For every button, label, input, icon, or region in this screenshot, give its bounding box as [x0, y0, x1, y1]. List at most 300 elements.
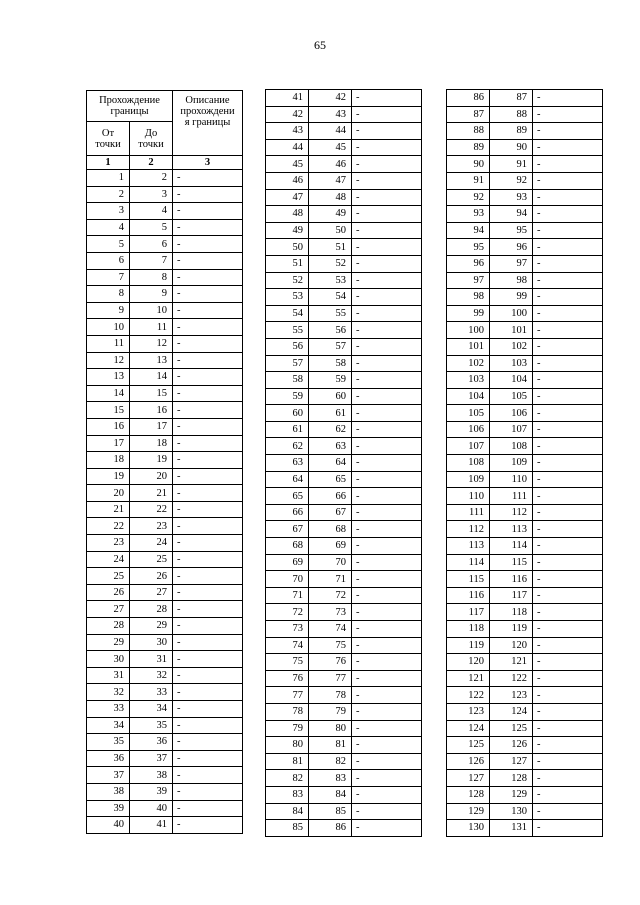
- table-row: [87, 817, 243, 834]
- to-point-cell: 31: [130, 651, 173, 668]
- from-point-cell: 64: [266, 471, 309, 488]
- description-cell: -: [533, 455, 603, 472]
- description-cell: -: [173, 601, 243, 618]
- to-point-header: До точки: [130, 122, 173, 156]
- table-row: [87, 335, 243, 352]
- to-point-cell: 19: [130, 452, 173, 469]
- to-point-cell: 83: [309, 770, 352, 787]
- from-point-cell: 88: [447, 123, 490, 140]
- to-point-cell: 114: [490, 538, 533, 555]
- table-row: [447, 139, 603, 156]
- to-point-cell: 68: [309, 521, 352, 538]
- table-row: [447, 355, 603, 372]
- description-cell: -: [352, 156, 422, 173]
- description-cell: -: [173, 518, 243, 535]
- table-row: [87, 385, 243, 402]
- table-row: [266, 488, 422, 505]
- description-cell: -: [533, 538, 603, 555]
- description-cell: -: [173, 701, 243, 718]
- description-cell: -: [352, 687, 422, 704]
- from-point-cell: 50: [266, 239, 309, 256]
- description-cell: -: [533, 338, 603, 355]
- description-cell: -: [533, 239, 603, 256]
- table-row: [87, 186, 243, 203]
- column-index-3: 3: [173, 156, 243, 170]
- description-cell: -: [173, 535, 243, 552]
- boundary-table-part-3: [446, 89, 603, 837]
- table-row: [447, 255, 603, 272]
- to-point-cell: 33: [130, 684, 173, 701]
- description-cell: -: [533, 139, 603, 156]
- to-point-cell: 40: [130, 800, 173, 817]
- from-point-cell: 92: [447, 189, 490, 206]
- to-point-cell: 15: [130, 385, 173, 402]
- to-point-cell: 53: [309, 272, 352, 289]
- from-point-cell: 85: [266, 820, 309, 837]
- description-cell: -: [533, 471, 603, 488]
- to-point-cell: 24: [130, 535, 173, 552]
- table-row: [87, 717, 243, 734]
- to-point-cell: 5: [130, 219, 173, 236]
- from-point-cell: 61: [266, 421, 309, 438]
- table-row: [87, 535, 243, 552]
- from-point-cell: 53: [266, 289, 309, 306]
- table-row: [447, 820, 603, 837]
- to-point-cell: 13: [130, 352, 173, 369]
- description-cell: -: [352, 106, 422, 123]
- from-point-cell: 2: [87, 186, 130, 203]
- to-point-cell: 28: [130, 601, 173, 618]
- description-cell: -: [533, 670, 603, 687]
- from-point-cell: 52: [266, 272, 309, 289]
- description-cell: -: [352, 786, 422, 803]
- to-point-cell: 65: [309, 471, 352, 488]
- to-point-cell: 27: [130, 584, 173, 601]
- from-point-cell: 77: [266, 687, 309, 704]
- from-point-cell: 62: [266, 438, 309, 455]
- table-row: [266, 820, 422, 837]
- table-row: [266, 355, 422, 372]
- table-row: [266, 206, 422, 223]
- from-point-cell: 121: [447, 670, 490, 687]
- table-row: [266, 687, 422, 704]
- from-point-cell: 48: [266, 206, 309, 223]
- table-row: [447, 488, 603, 505]
- to-point-cell: 39: [130, 783, 173, 800]
- to-point-cell: 47: [309, 172, 352, 189]
- to-point-cell: 52: [309, 255, 352, 272]
- from-point-cell: 4: [87, 219, 130, 236]
- from-point-cell: 73: [266, 621, 309, 638]
- from-point-cell: 14: [87, 385, 130, 402]
- from-point-cell: 130: [447, 820, 490, 837]
- from-point-cell: 102: [447, 355, 490, 372]
- from-point-cell: 1: [87, 170, 130, 187]
- to-point-cell: 106: [490, 405, 533, 422]
- table-row: [87, 402, 243, 419]
- table-row: [447, 305, 603, 322]
- description-cell: -: [173, 750, 243, 767]
- description-cell: -: [352, 604, 422, 621]
- description-cell: -: [173, 452, 243, 469]
- table-row: [266, 455, 422, 472]
- table-row: [266, 786, 422, 803]
- from-point-cell: 98: [447, 289, 490, 306]
- to-point-cell: 73: [309, 604, 352, 621]
- description-cell: -: [352, 421, 422, 438]
- table-row: [266, 172, 422, 189]
- table-row: [266, 803, 422, 820]
- description-cell: -: [173, 800, 243, 817]
- description-cell: -: [352, 189, 422, 206]
- table-row: [87, 252, 243, 269]
- to-point-cell: 128: [490, 770, 533, 787]
- description-cell: -: [533, 820, 603, 837]
- table-row: [266, 388, 422, 405]
- description-cell: -: [173, 302, 243, 319]
- from-point-cell: 89: [447, 139, 490, 156]
- description-cell: -: [352, 820, 422, 837]
- to-point-cell: 57: [309, 338, 352, 355]
- to-point-cell: 79: [309, 703, 352, 720]
- from-point-cell: 7: [87, 269, 130, 286]
- description-cell: -: [533, 554, 603, 571]
- from-point-cell: 51: [266, 255, 309, 272]
- description-cell: -: [533, 604, 603, 621]
- description-cell: -: [533, 189, 603, 206]
- table-row: [266, 770, 422, 787]
- description-cell: -: [173, 286, 243, 303]
- from-point-cell: 71: [266, 587, 309, 604]
- from-point-cell: 21: [87, 501, 130, 518]
- table-row: [447, 289, 603, 306]
- table-row: [266, 405, 422, 422]
- table-row: [87, 568, 243, 585]
- description-cell: -: [352, 239, 422, 256]
- description-cell: -: [352, 338, 422, 355]
- description-cell: -: [533, 571, 603, 588]
- table-row: [266, 289, 422, 306]
- to-point-cell: 120: [490, 637, 533, 654]
- to-point-cell: 66: [309, 488, 352, 505]
- description-cell: -: [352, 571, 422, 588]
- description-cell: -: [533, 372, 603, 389]
- table-row: [266, 305, 422, 322]
- description-cell: -: [533, 803, 603, 820]
- from-point-cell: 95: [447, 239, 490, 256]
- to-point-cell: 43: [309, 106, 352, 123]
- from-point-cell: 65: [266, 488, 309, 505]
- from-point-cell: 16: [87, 418, 130, 435]
- from-point-cell: 84: [266, 803, 309, 820]
- description-cell: -: [173, 634, 243, 651]
- table-row: [447, 471, 603, 488]
- to-point-cell: 111: [490, 488, 533, 505]
- description-cell: -: [352, 554, 422, 571]
- from-point-cell: 25: [87, 568, 130, 585]
- table-row: [266, 720, 422, 737]
- table-row: [87, 269, 243, 286]
- table-row: [447, 654, 603, 671]
- description-cell: -: [173, 783, 243, 800]
- from-point-cell: 86: [447, 90, 490, 107]
- from-point-cell: 24: [87, 551, 130, 568]
- table-row: [447, 521, 603, 538]
- from-point-cell: 112: [447, 521, 490, 538]
- to-point-cell: 97: [490, 255, 533, 272]
- table-row: [87, 651, 243, 668]
- to-point-cell: 41: [130, 817, 173, 834]
- description-cell: -: [533, 504, 603, 521]
- description-cell: -: [173, 551, 243, 568]
- description-cell: -: [352, 455, 422, 472]
- from-point-cell: 128: [447, 786, 490, 803]
- from-point-cell: 11: [87, 335, 130, 352]
- from-point-cell: 38: [87, 783, 130, 800]
- from-point-cell: 75: [266, 654, 309, 671]
- to-point-cell: 59: [309, 372, 352, 389]
- description-cell: -: [533, 222, 603, 239]
- from-point-cell: 58: [266, 372, 309, 389]
- from-point-cell: 40: [87, 817, 130, 834]
- table-row: [447, 455, 603, 472]
- description-cell: -: [352, 703, 422, 720]
- boundary-table-part-1: [86, 90, 243, 834]
- table-row: [447, 770, 603, 787]
- to-point-cell: 104: [490, 372, 533, 389]
- description-cell: -: [533, 405, 603, 422]
- to-point-cell: 23: [130, 518, 173, 535]
- table-row: [447, 405, 603, 422]
- from-point-cell: 30: [87, 651, 130, 668]
- from-point-cell: 68: [266, 538, 309, 555]
- to-point-cell: 64: [309, 455, 352, 472]
- to-point-cell: 61: [309, 405, 352, 422]
- from-point-cell: 36: [87, 750, 130, 767]
- table-row: [266, 703, 422, 720]
- table-row: [87, 286, 243, 303]
- from-point-cell: 108: [447, 455, 490, 472]
- to-point-cell: 81: [309, 737, 352, 754]
- from-point-cell: 113: [447, 538, 490, 555]
- from-point-cell: 126: [447, 753, 490, 770]
- description-cell: -: [533, 587, 603, 604]
- from-point-cell: 28: [87, 618, 130, 635]
- table-row: [87, 750, 243, 767]
- from-point-cell: 35: [87, 734, 130, 751]
- to-point-cell: 21: [130, 485, 173, 502]
- to-point-cell: 130: [490, 803, 533, 820]
- to-point-cell: 6: [130, 236, 173, 253]
- to-point-cell: 102: [490, 338, 533, 355]
- from-point-cell: 90: [447, 156, 490, 173]
- to-point-cell: 22: [130, 501, 173, 518]
- description-cell: -: [173, 568, 243, 585]
- table-row: [266, 421, 422, 438]
- description-cell: -: [533, 753, 603, 770]
- from-point-cell: 127: [447, 770, 490, 787]
- from-point-cell: 82: [266, 770, 309, 787]
- table-row: [447, 206, 603, 223]
- to-point-cell: 14: [130, 369, 173, 386]
- table-row: [87, 501, 243, 518]
- table-row: [87, 667, 243, 684]
- description-cell: -: [533, 106, 603, 123]
- description-cell: -: [173, 170, 243, 187]
- from-point-cell: 34: [87, 717, 130, 734]
- description-cell: -: [352, 305, 422, 322]
- to-point-cell: 98: [490, 272, 533, 289]
- table-row: [447, 554, 603, 571]
- description-cell: -: [352, 289, 422, 306]
- from-point-cell: 54: [266, 305, 309, 322]
- table-row: [266, 156, 422, 173]
- to-point-cell: 20: [130, 468, 173, 485]
- description-cell: -: [173, 203, 243, 220]
- description-cell: -: [533, 703, 603, 720]
- from-point-cell: 80: [266, 737, 309, 754]
- column-index-2: 2: [130, 156, 173, 170]
- passage-header: Прохождение границы: [87, 91, 173, 122]
- to-point-cell: 48: [309, 189, 352, 206]
- description-cell: -: [173, 667, 243, 684]
- description-cell: -: [173, 684, 243, 701]
- to-point-cell: 10: [130, 302, 173, 319]
- table-row: [447, 272, 603, 289]
- to-point-cell: 63: [309, 438, 352, 455]
- from-point-cell: 33: [87, 701, 130, 718]
- from-point-cell: 27: [87, 601, 130, 618]
- description-cell: -: [173, 319, 243, 336]
- from-point-cell: 63: [266, 455, 309, 472]
- table-row: [447, 786, 603, 803]
- description-cell: -: [352, 172, 422, 189]
- description-cell: -: [173, 335, 243, 352]
- to-point-cell: 84: [309, 786, 352, 803]
- table-row: [87, 170, 243, 187]
- description-cell: -: [352, 471, 422, 488]
- from-point-cell: 13: [87, 369, 130, 386]
- to-point-cell: 26: [130, 568, 173, 585]
- description-cell: -: [533, 421, 603, 438]
- to-point-cell: 87: [490, 90, 533, 107]
- from-point-cell: 37: [87, 767, 130, 784]
- table-row: [266, 471, 422, 488]
- description-cell: -: [173, 418, 243, 435]
- from-point-cell: 8: [87, 286, 130, 303]
- description-cell: -: [173, 767, 243, 784]
- to-point-cell: 131: [490, 820, 533, 837]
- to-point-cell: 7: [130, 252, 173, 269]
- table-row: [447, 189, 603, 206]
- description-cell: -: [352, 355, 422, 372]
- from-point-cell: 125: [447, 737, 490, 754]
- table-row: [87, 452, 243, 469]
- description-cell: -: [352, 737, 422, 754]
- from-point-cell: 31: [87, 667, 130, 684]
- from-point-cell: 57: [266, 355, 309, 372]
- description-cell: -: [533, 438, 603, 455]
- to-point-cell: 34: [130, 701, 173, 718]
- to-point-cell: 17: [130, 418, 173, 435]
- to-point-cell: 121: [490, 654, 533, 671]
- to-point-cell: 67: [309, 504, 352, 521]
- from-point-cell: 55: [266, 322, 309, 339]
- table-row: [87, 219, 243, 236]
- table-row: [447, 372, 603, 389]
- table-row: [266, 123, 422, 140]
- description-cell: -: [533, 637, 603, 654]
- description-cell: -: [173, 717, 243, 734]
- from-point-cell: 107: [447, 438, 490, 455]
- description-cell: -: [533, 388, 603, 405]
- from-point-cell: 59: [266, 388, 309, 405]
- table-row: [447, 438, 603, 455]
- to-point-cell: 49: [309, 206, 352, 223]
- from-point-cell: 12: [87, 352, 130, 369]
- to-point-cell: 92: [490, 172, 533, 189]
- description-cell: -: [533, 322, 603, 339]
- to-point-cell: 29: [130, 618, 173, 635]
- description-cell: -: [173, 485, 243, 502]
- to-point-cell: 119: [490, 621, 533, 638]
- description-cell: -: [352, 90, 422, 107]
- to-point-cell: 32: [130, 667, 173, 684]
- table-row: [447, 737, 603, 754]
- table-row: [87, 684, 243, 701]
- to-point-cell: 16: [130, 402, 173, 419]
- to-point-cell: 2: [130, 170, 173, 187]
- from-point-cell: 23: [87, 535, 130, 552]
- to-point-cell: 62: [309, 421, 352, 438]
- page-number: 65: [314, 38, 326, 52]
- table-row: [266, 587, 422, 604]
- table-row: [266, 604, 422, 621]
- to-point-cell: 75: [309, 637, 352, 654]
- to-point-cell: 25: [130, 551, 173, 568]
- to-point-cell: 30: [130, 634, 173, 651]
- from-point-cell: 3: [87, 203, 130, 220]
- description-cell: -: [352, 488, 422, 505]
- table-row: [87, 551, 243, 568]
- to-point-cell: 71: [309, 571, 352, 588]
- description-cell: -: [173, 468, 243, 485]
- from-point-cell: 69: [266, 554, 309, 571]
- to-point-cell: 18: [130, 435, 173, 452]
- table-body-1: [87, 170, 243, 834]
- table-row: [266, 139, 422, 156]
- to-point-cell: 107: [490, 421, 533, 438]
- to-point-cell: 125: [490, 720, 533, 737]
- table-row: [447, 637, 603, 654]
- description-cell: -: [173, 219, 243, 236]
- from-point-cell: 122: [447, 687, 490, 704]
- table-row: [87, 800, 243, 817]
- to-point-cell: 118: [490, 604, 533, 621]
- table-row: [447, 720, 603, 737]
- from-point-cell: 72: [266, 604, 309, 621]
- description-cell: -: [533, 206, 603, 223]
- from-point-cell: 96: [447, 255, 490, 272]
- from-point-cell: 78: [266, 703, 309, 720]
- from-point-cell: 17: [87, 435, 130, 452]
- from-point-cell: 41: [266, 90, 309, 107]
- from-point-cell: 10: [87, 319, 130, 336]
- description-cell: -: [533, 305, 603, 322]
- to-point-cell: 50: [309, 222, 352, 239]
- from-point-cell: 67: [266, 521, 309, 538]
- to-point-cell: 108: [490, 438, 533, 455]
